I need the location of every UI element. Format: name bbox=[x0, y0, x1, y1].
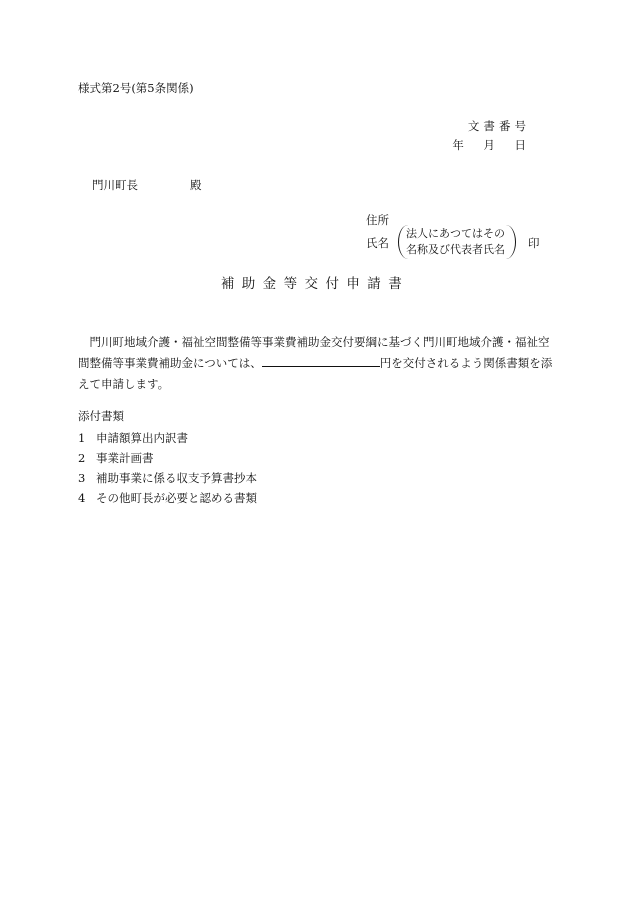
attachment-number: 3 bbox=[78, 471, 86, 485]
corporate-note-line2: 名称及び代表者氏名 bbox=[406, 243, 505, 256]
date-label: 年 月 日 bbox=[452, 138, 530, 152]
corporate-note-line1: 法人にあつてはその bbox=[406, 227, 505, 240]
application-body bbox=[78, 332, 554, 395]
attachment-text: 申請額算出内訳書 bbox=[96, 431, 188, 445]
honorific: 殿 bbox=[190, 178, 202, 192]
attachment-text: 事業計画書 bbox=[96, 451, 154, 465]
attachment-text: 補助事業に係る収支予算書抄本 bbox=[96, 471, 257, 485]
attachment-number: 4 bbox=[78, 491, 86, 505]
attachment-text: その他町長が必要と認める書類 bbox=[96, 491, 257, 505]
body-text-part2: 円を交付されるよう関係書類を添えて申請します。 bbox=[78, 356, 553, 391]
attachment-item bbox=[78, 488, 257, 508]
attachment-number: 1 bbox=[78, 431, 86, 445]
attachment-number: 2 bbox=[78, 451, 86, 465]
address-label: 住所 bbox=[366, 213, 389, 227]
attachments-heading: 添付書類 bbox=[78, 409, 124, 423]
document-title: 補助金等交付申請書 bbox=[220, 276, 410, 292]
attachment-item bbox=[78, 428, 257, 448]
name-label: 氏名 bbox=[366, 236, 389, 250]
document-number-label: 文書番号 bbox=[467, 119, 530, 133]
addressee bbox=[92, 177, 202, 193]
attachment-item bbox=[78, 468, 257, 488]
attachments-list bbox=[78, 428, 257, 508]
attachment-item bbox=[78, 448, 257, 468]
body-text-part1: 門川町地域介護・福祉空間整備等事業費補助金交付要綱に基づく門川町地域介護・福祉空間整備等事業費補助金については、 bbox=[78, 335, 550, 370]
seal-mark: 印 bbox=[528, 236, 540, 250]
form-number: 様式第2号(第5条関係) bbox=[78, 81, 194, 95]
amount-blank bbox=[262, 353, 380, 367]
corporate-note bbox=[406, 226, 516, 258]
addressee-name: 門川町長 bbox=[92, 178, 138, 192]
